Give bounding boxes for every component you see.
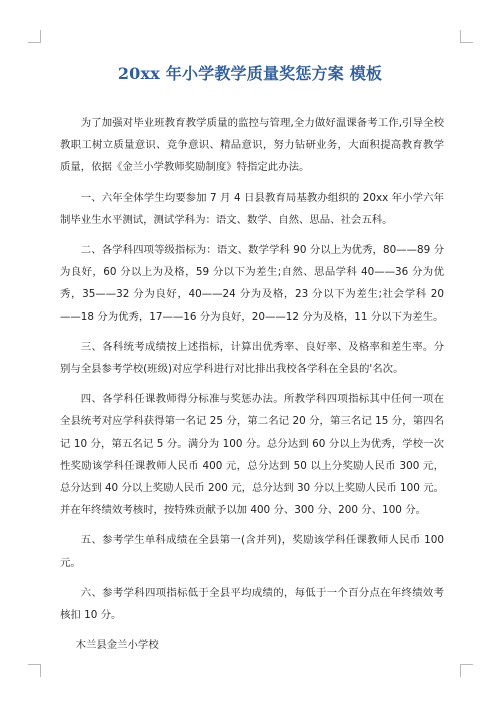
paragraph-3: 三、各科统考成绩按上述指标，计算出优秀率、良好率、及格率和差生率。分别与全县参考学校(班级)对应学科进行对比排出我校各学科在全县的'名次。	[60, 340, 444, 376]
crop-mark-bottom-right	[460, 664, 473, 677]
document-body	[60, 112, 444, 664]
paragraph-2: 二、各学科四项等级指标为：语文、数学学科 90 分以上为优秀，80——89 分为良好，60 分以上为及格，59 分以下为差生;自然、思品学科 40——36 分为优秀，35——32 分为良好，40——24 分为及格，23 分以下为差生;社会学科 20——18 分为优秀，17——16 分为良好，20——12 分为及格，11 分以下为差生。	[60, 244, 444, 323]
paragraph-5: 五、参考学生单科成绩在全县第一(含并列)，奖励该学科任课教师人民币 100 元。	[60, 534, 444, 569]
paragraph-4: 四、各学科任课教师得分标准与奖惩办法。所教学科四项指标其中任何一项在全县统考对应学科获得第一名记 25 分，第二名记 20 分，第三名记 15 分，第四名记 10 分，第五名记 5 分。满分为 100 分。总分达到 60 分以上为优秀，学校一次性奖励该学科任课教师人民币 400 元，总分达到 50 以上分奖励人民币 300 元，总分达到 40 分以上奖励人民币 200 元，总分达到 30 分以上奖励人民币 100 元。并在年终绩效考核时，按特殊贡献予以加 400 分、300 分、200 分、100 分。	[60, 393, 444, 517]
crop-mark-top-right	[460, 30, 473, 43]
crop-mark-top-left	[28, 30, 41, 43]
paragraph-6: 六、参考学科四项指标低于全县平均成绩的，每低于一个百分点在年终绩效考核扣 10 分。	[60, 586, 444, 622]
paragraph-1: 一、六年全体学生均要参加 7 月 4 日县教育局基教办组织的 20xx 年小学六年制毕业生水平测试，测试学科为：语文、数学、自然、思品、社会五科。	[60, 191, 444, 226]
paragraph-intro: 为了加强对毕业班教育教学质量的监控与管理,全力做好温课备考工作,引导全校教职工树立质量意识、竞争意识、精品意识，努力钻研业务，大面积提高教育教学质量，依据《金兰小学教师奖励制度》特指定此办法。	[60, 117, 444, 174]
document-title: 20xx 年小学教学质量奖惩方案 模板	[117, 64, 383, 83]
signature: 木兰县金兰小学校	[75, 639, 159, 652]
crop-mark-bottom-left	[28, 664, 41, 677]
